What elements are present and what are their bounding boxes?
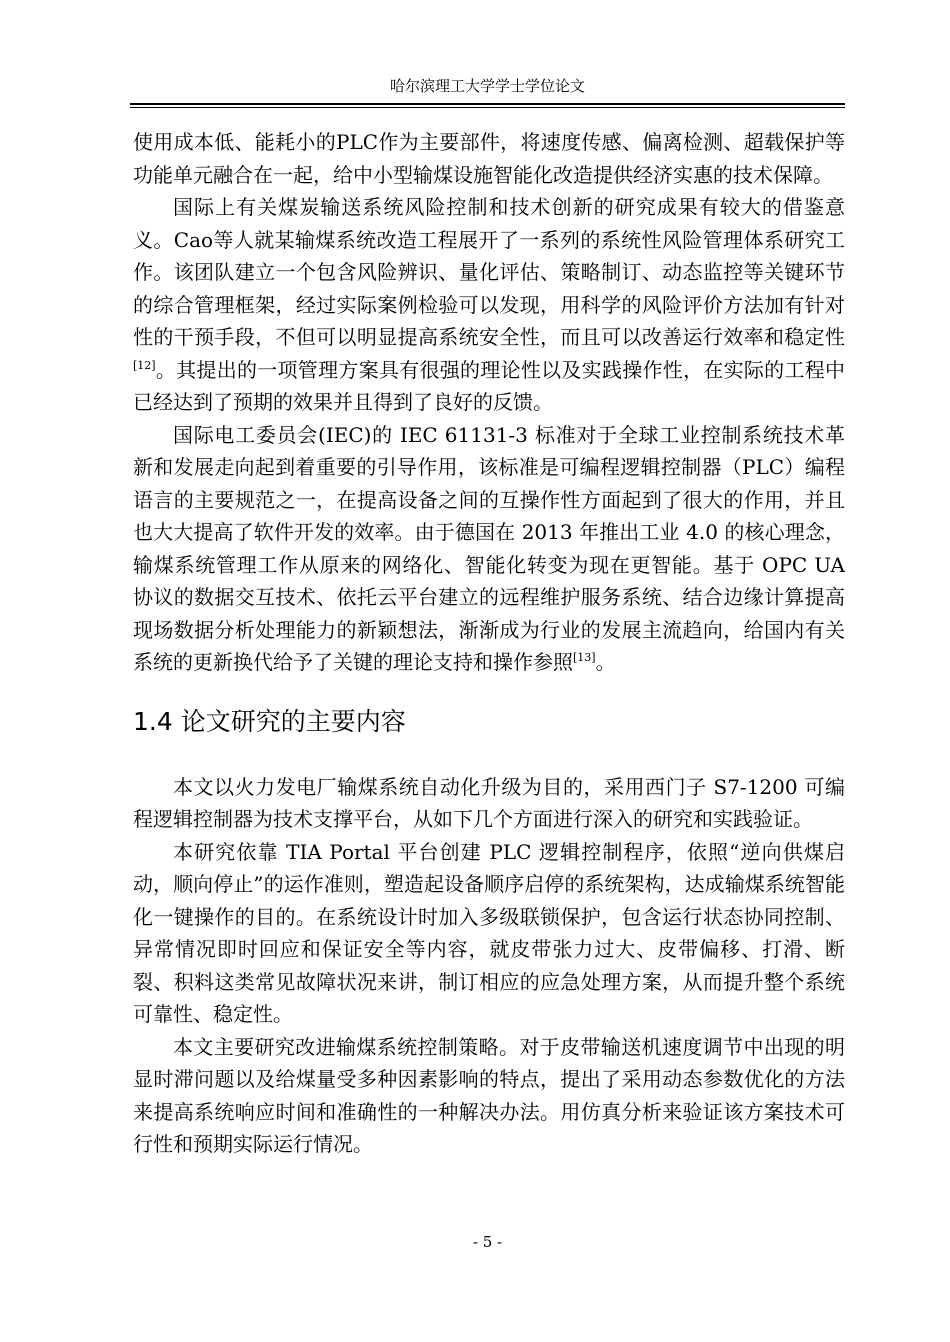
paragraph-text: 本研究依靠 TIA Portal 平台创建 PLC 逻辑控制程序，依照“逆向供煤启动，顺向停止”的运作准则，塑造起设备顺序启停的系统架构，达成输煤系统智能化一键操作的目的。在系统设计时加入多级联锁保护，包含运行状态协同控制、异常情况即时回应和保证安全等内容，就皮带张力过大、皮带偏移、打滑、断裂、积料这类常见故障状况来讲，制订相应的应急处理方案，从而提升整个系统可靠性、稳定性。 bbox=[133, 839, 845, 1026]
page-number: - 5 - bbox=[472, 1233, 503, 1251]
paragraph-continued bbox=[133, 126, 845, 191]
citation-ref: [13] bbox=[573, 651, 596, 664]
paragraph bbox=[133, 191, 845, 419]
citation-ref: [12] bbox=[133, 358, 156, 372]
paragraph-text-tail: 。 bbox=[595, 650, 616, 674]
paragraph bbox=[133, 1031, 845, 1161]
paragraph-text: 本文主要研究改进输煤系统控制策略。对于皮带输送机速度调节中出现的明显时滞问题以及给煤量受多种因素影响的特点，提出了采用动态参数优化的方法来提高系统响应时间和准确性的一种解决办法。用仿真分析来验证该方案技术可行性和预期实际运行情况。 bbox=[133, 1034, 845, 1156]
running-header: 哈尔滨理工大学学士学位论文 bbox=[389, 77, 585, 95]
section-heading: 1.4 论文研究的主要内容 bbox=[133, 706, 406, 736]
paragraph-text: 国际上有关煤炭输送系统风险控制和技术创新的研究成果有较大的借鉴意义。Cao等人就某输煤系统改造工程展开了一系列的系统性风险管理体系研究工作。该团队建立一个包含风险辨识、量化评估、策略制订、动态监控等关键环节的综合管理框架，经过实际案例检验可以发现，用科学的风险评价方法加有针对性的干预手段，不但可以明显提高系统安全性，而且可以改善运行效率和稳定性 bbox=[133, 195, 845, 349]
header-rule-thick bbox=[130, 103, 845, 105]
paragraph bbox=[133, 836, 845, 1031]
paragraph-text-tail: 。其提出的一项管理方案具有很强的理论性以及实践操作性，在实际的工程中已经达到了预期的效果并且得到了良好的反馈。 bbox=[133, 357, 845, 414]
paragraph-text: 使用成本低、能耗小的PLC作为主要部件，将速度传感、偏离检测、超载保护等功能单元融合在一起，给中小型输煤设施智能化改造提供经济实惠的技术保障。 bbox=[133, 130, 845, 187]
paragraph bbox=[133, 419, 845, 679]
body-text bbox=[133, 126, 845, 1161]
paragraph bbox=[133, 771, 845, 836]
header-rule-thin bbox=[130, 107, 845, 108]
paragraph-text: 本文以火力发电厂输煤系统自动化升级为目的，采用西门子 S7-1200 可编程逻辑控制器为技术支撑平台，从如下几个方面进行深入的研究和实践验证。 bbox=[133, 774, 845, 831]
paragraph-text: 国际电工委员会(IEC)的 IEC 61131-3 标准对于全球工业控制系统技术革新和发展走向起到着重要的引导作用，该标准是可编程逻辑控制器（PLC）编程语言的主要规范之一，在提高设备之间的互操作性方面起到了很大的作用，并且也大大提高了软件开发的效率。由于德国在 2013 年推出工业 4.0 的核心理念，输煤系统管理工作从原来的网络化、智能化转变为现在更智能。基于 OPC UA 协议的数据交互技术、依托云平台建立的远程维护服务系统、结合边缘计算提高现场数据分析处理能力的新颖想法，渐渐成为行业的发展主流趋向，给国内有关系统的更新换代给予了关键的理论支持和操作参照 bbox=[133, 422, 845, 674]
